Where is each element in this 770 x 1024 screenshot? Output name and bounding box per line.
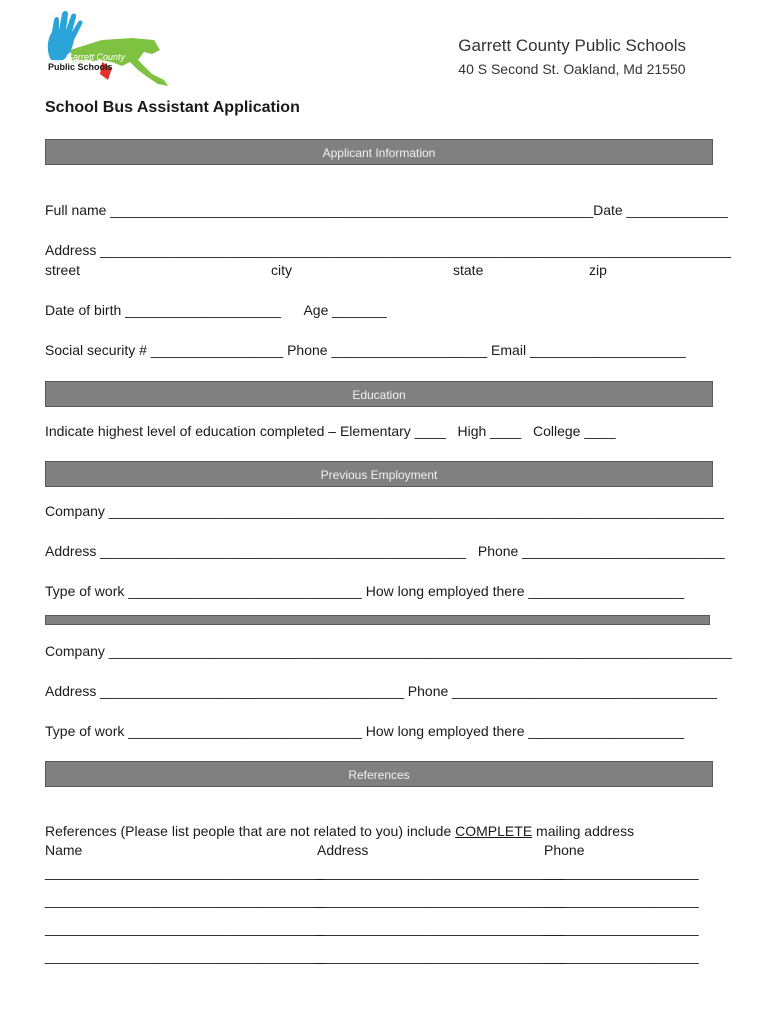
dob-age-field[interactable]: Date of birth ____________________ Age _______ xyxy=(45,302,387,318)
references-intro-text: References (Please list people that are not related to you) include xyxy=(45,823,456,839)
section-education: Education xyxy=(45,381,713,407)
reference-phone-line[interactable]: ____________________ xyxy=(543,920,699,936)
reference-name-line[interactable]: ____________________________________ xyxy=(45,864,326,880)
education-level-field[interactable]: Indicate highest level of education completed – Elementary ____ High ____ College ____ xyxy=(45,423,616,439)
references-emphasis: COMPLETE xyxy=(455,823,533,839)
address-field[interactable]: Address _________________________________________________________________________________ xyxy=(45,242,731,258)
organization-block xyxy=(458,36,686,77)
reference-name-line[interactable]: ____________________________________ xyxy=(45,892,326,908)
reference-column-address: Address xyxy=(317,842,369,858)
document-title: School Bus Assistant Application xyxy=(45,99,300,116)
section-references: References xyxy=(45,761,713,787)
ssn-phone-email-field[interactable]: Social security # _________________ Phone ____________________ Email ____________________ xyxy=(45,342,686,358)
section-previous-employment: Previous Employment xyxy=(45,461,713,487)
references-instructions xyxy=(45,822,634,840)
reference-phone-line[interactable]: ____________________ xyxy=(543,948,699,964)
section-applicant-information: Applicant Information xyxy=(45,139,713,165)
address-label-state: state xyxy=(453,262,484,278)
reference-column-phone: Phone xyxy=(544,842,585,858)
school-logo xyxy=(42,10,172,88)
company-field-1[interactable]: Company _______________________________________________________________________________ xyxy=(45,503,724,519)
organization-address: 40 S Second St. Oakland, Md 21550 xyxy=(458,61,686,77)
reference-address-line[interactable]: ________________________________ xyxy=(315,892,565,908)
reference-phone-line[interactable]: ____________________ xyxy=(543,892,699,908)
organization-name: Garrett County Public Schools xyxy=(458,36,686,55)
references-intro-end: mailing address xyxy=(532,823,635,839)
logo-script-text: Garrett County xyxy=(66,52,126,62)
reference-address-line[interactable]: ________________________________ xyxy=(315,948,565,964)
reference-name-line[interactable]: ____________________________________ xyxy=(45,948,326,964)
type-of-work-field-2[interactable]: Type of work ______________________________ How long employed there ____________________ xyxy=(45,723,685,739)
reference-address-line[interactable]: ________________________________ xyxy=(315,864,565,880)
address-label-zip: zip xyxy=(589,262,607,278)
logo-text: Public Schools xyxy=(48,62,113,72)
address-label-street: street xyxy=(45,262,81,278)
type-of-work-field-1[interactable]: Type of work ______________________________ How long employed there ____________________ xyxy=(45,583,685,599)
reference-name-line[interactable]: ____________________________________ xyxy=(45,920,326,936)
reference-column-name: Name xyxy=(45,842,83,858)
company-field-2[interactable]: Company ________________________________________________________________________________ xyxy=(45,643,732,659)
reference-address-line[interactable]: ________________________________ xyxy=(315,920,565,936)
employer-address-field-2[interactable]: Address _______________________________________ Phone __________________________________ xyxy=(45,683,717,699)
employment-divider xyxy=(45,615,710,625)
full-name-field[interactable]: Full name ______________________________________________________________Date _____________ xyxy=(45,202,728,218)
employer-address-field-1[interactable]: Address _______________________________________________ Phone __________________________ xyxy=(45,543,725,559)
reference-phone-line[interactable]: ____________________ xyxy=(543,864,699,880)
address-label-city: city xyxy=(271,262,292,278)
